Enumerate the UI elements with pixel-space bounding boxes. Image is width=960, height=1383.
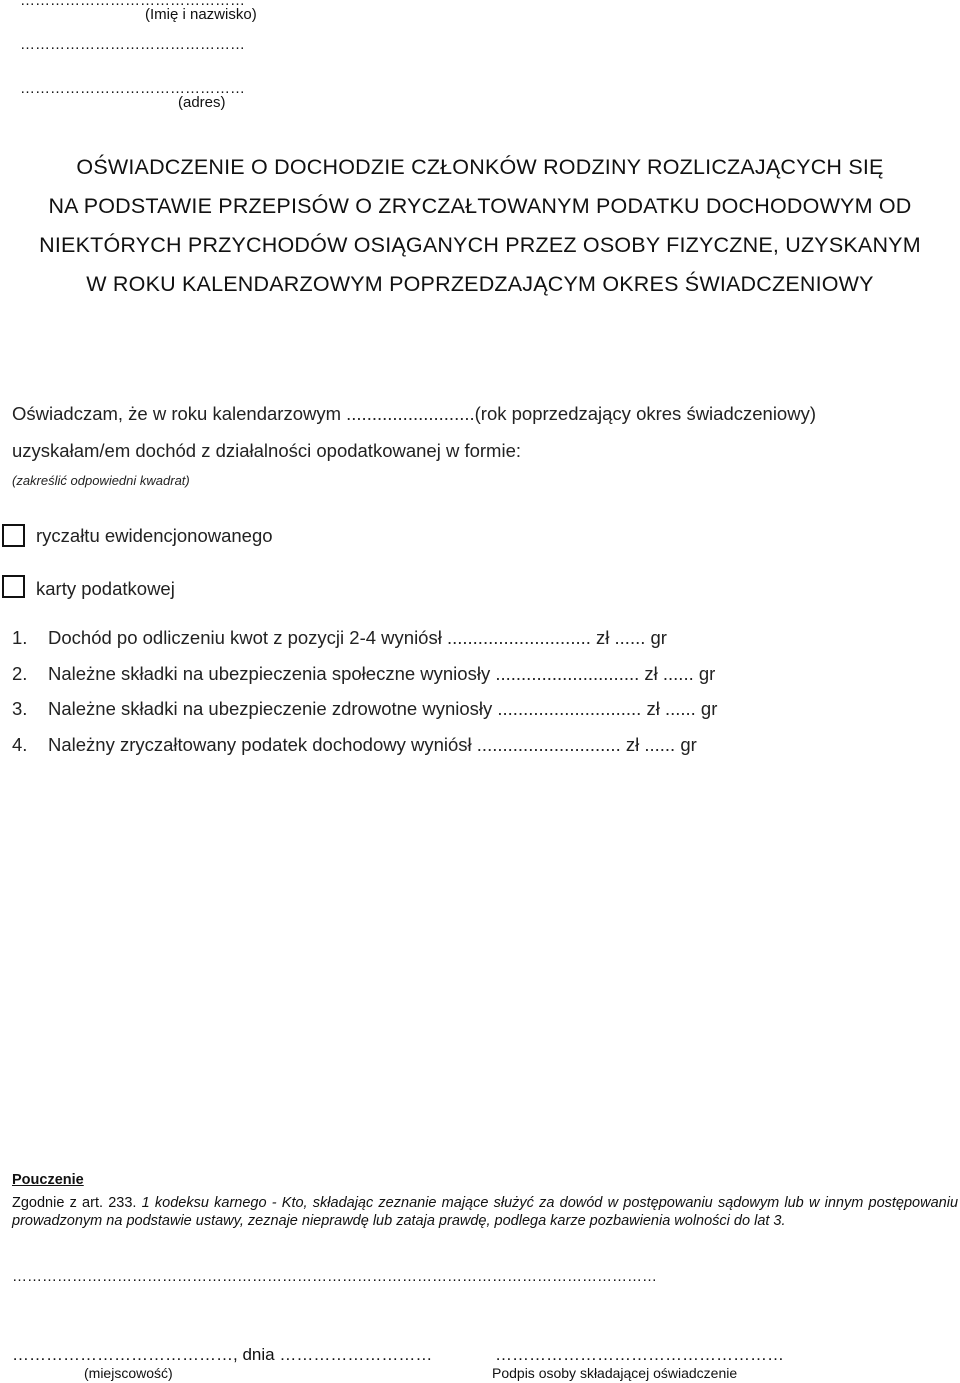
income-item-4 bbox=[12, 734, 697, 756]
place-dots: ………………………………… bbox=[12, 1345, 233, 1364]
date-separator: , dnia bbox=[233, 1345, 275, 1364]
place-date-line bbox=[12, 1345, 432, 1365]
signature-label: Podpis osoby składającej oświadczenie bbox=[492, 1365, 738, 1381]
address-dots-2: ……………………………………… bbox=[20, 80, 245, 97]
notice-body: 1 kodeksu karnego - Kto, składając zeznanie mające służyć za dowód w postępowaniu sądowym lub w innym postępowaniu prowadzonym na podstawie ustawy, zeznaje nieprawdę lub zataja prawdę, podlega karze pozbawienia wolności do lat 3. bbox=[12, 1195, 959, 1229]
item-number: 4. bbox=[12, 734, 28, 755]
option-karta-checkbox[interactable] bbox=[2, 575, 25, 598]
statement-line-2: uzyskałam/em dochód z działalności opodatkowanej w formie: bbox=[12, 440, 522, 461]
notice-text bbox=[12, 1194, 958, 1230]
item-number: 3. bbox=[12, 698, 28, 719]
notice-dots: ………………………………………………………………………………………………………………… bbox=[12, 1268, 657, 1285]
name-dots: ……………………………………… bbox=[20, 0, 245, 9]
item-number: 1. bbox=[12, 627, 28, 648]
title-line-4: W ROKU KALENDARZOWYM POPRZEDZAJĄCYM OKRES ŚWIADCZENIOWY bbox=[86, 272, 874, 296]
address-label: (adres) bbox=[178, 94, 226, 111]
address-dots-1: ……………………………………… bbox=[20, 36, 245, 53]
title-line-2: NA PODSTAWIE PRZEPISÓW O ZRYCZAŁTOWANYM PODATKU DOCHODOWYM OD bbox=[48, 194, 912, 218]
statement-line-1: Oświadczam, że w roku kalendarzowym .........................(rok poprzedzający okres świadczeniowy) bbox=[12, 403, 816, 424]
signature-dots: …………………………………………… bbox=[495, 1345, 784, 1364]
document-title bbox=[0, 148, 960, 304]
item-text: Należne składki na ubezpieczenie zdrowotne wyniosły ............................ zł ...... gr bbox=[48, 698, 718, 719]
item-text: Należny zryczałtowany podatek dochodowy wyniósł ............................ zł ...... gr bbox=[48, 734, 697, 755]
item-text: Należne składki na ubezpieczenia społeczne wyniosły ............................ zł ...... gr bbox=[48, 663, 716, 684]
income-item-1 bbox=[12, 627, 667, 649]
title-line-3: NIEKTÓRYCH PRZYCHODÓW OSIĄGANYCH PRZEZ OSOBY FIZYCZNE, UZYSKANYM bbox=[39, 233, 921, 257]
title-line-1: OŚWIADCZENIE O DOCHODZIE CZŁONKÓW RODZINY ROZLICZAJĄCYCH SIĘ bbox=[76, 155, 884, 179]
item-text: Dochód po odliczeniu kwot z pozycji 2-4 wyniósł ............................ zł ...... gr bbox=[48, 627, 667, 648]
notice-prefix: Zgodnie z art. 233. bbox=[12, 1195, 142, 1211]
option-ryczalt-checkbox[interactable] bbox=[2, 524, 25, 547]
item-number: 2. bbox=[12, 663, 28, 684]
statement-hint: (zakreślić odpowiedni kwadrat) bbox=[12, 473, 190, 488]
date-dots: ……………………… bbox=[279, 1345, 433, 1364]
place-label: (miejscowość) bbox=[84, 1365, 173, 1381]
name-label: (Imię i nazwisko) bbox=[145, 6, 257, 23]
option-ryczalt-label: ryczałtu ewidencjonowanego bbox=[36, 525, 273, 546]
option-karta-label: karty podatkowej bbox=[36, 578, 175, 599]
income-item-3 bbox=[12, 698, 717, 720]
notice-heading: Pouczenie bbox=[12, 1172, 84, 1188]
income-item-2 bbox=[12, 663, 715, 685]
